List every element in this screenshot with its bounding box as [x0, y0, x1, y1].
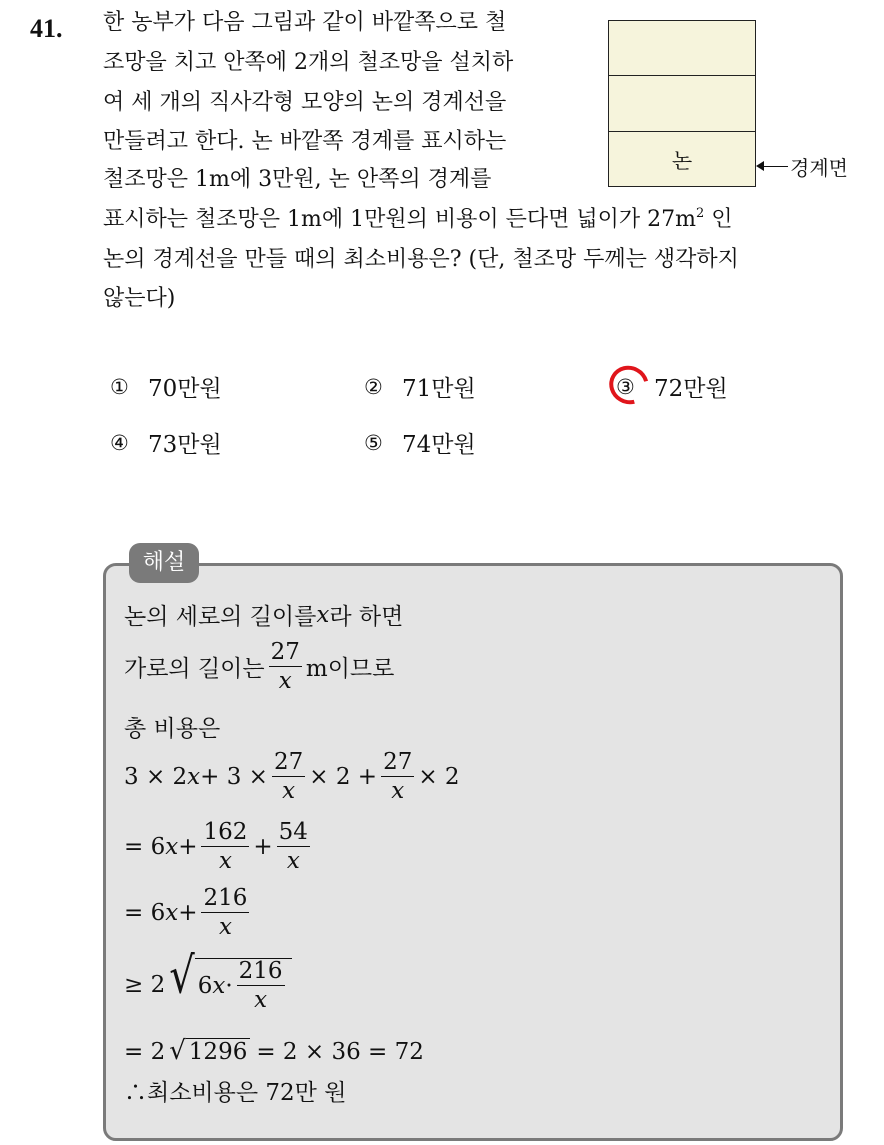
- text: m이므로: [305, 656, 395, 682]
- solution-line-6: [124, 886, 253, 939]
- text: ≥ 2: [124, 972, 166, 998]
- text: = 2: [124, 1038, 166, 1065]
- field-diagram: [608, 20, 756, 187]
- text: = 6: [124, 899, 166, 926]
- fraction: [277, 820, 310, 873]
- choice-text: 71만원: [402, 376, 476, 402]
- numerator: 27: [273, 749, 304, 775]
- text: ·: [225, 972, 233, 999]
- choice-text: 72만원: [654, 376, 728, 402]
- numerator: 54: [278, 819, 308, 845]
- denominator: x: [282, 778, 296, 804]
- numerator: 162: [203, 819, 248, 845]
- variable: x: [165, 833, 179, 860]
- solution-line-4: [124, 750, 460, 803]
- denominator: x: [218, 848, 232, 874]
- answer-circle-mark: [602, 359, 656, 412]
- solution-line-1: [124, 598, 403, 631]
- choice-mark: ③: [616, 374, 635, 399]
- radical-sign: √: [169, 947, 195, 1005]
- text: 3 × 2: [124, 763, 188, 790]
- square-root: [169, 947, 291, 1013]
- solution-tab: 해설: [129, 543, 199, 583]
- text: +: [253, 833, 273, 860]
- choice-5[interactable]: [364, 426, 476, 459]
- question-line: 조망을 치고 안쪽에 2개의 철조망을 설치하: [103, 50, 514, 75]
- field-label: 논: [671, 149, 693, 173]
- variable: x: [165, 899, 179, 926]
- denominator: x: [218, 914, 232, 940]
- question-line: 철조망은 1m에 3만원, 논 안쪽의 경계를: [103, 167, 492, 192]
- fraction: [272, 750, 305, 803]
- question-text: 인: [704, 207, 733, 232]
- question-line: [103, 203, 733, 237]
- denominator: x: [286, 848, 300, 874]
- text: = 6: [124, 833, 166, 860]
- fraction: [381, 750, 414, 803]
- left-arrow-icon: [758, 166, 788, 167]
- text: × 2 +: [309, 763, 378, 790]
- text: = 2 × 36 = 72: [256, 1038, 424, 1065]
- fraction: [201, 886, 249, 939]
- text: 6: [197, 972, 213, 999]
- question-number: 41.: [30, 14, 63, 43]
- numerator: 27: [270, 639, 300, 665]
- text: +: [178, 833, 198, 860]
- choice-mark: ④: [110, 430, 129, 455]
- denominator: x: [254, 987, 268, 1013]
- solution-line-7: [124, 947, 292, 1013]
- question-line: 한 농부가 다음 그림과 같이 바깥쪽으로 철: [103, 10, 507, 35]
- solution-line-8: [124, 1038, 424, 1065]
- fraction: [237, 959, 285, 1012]
- text: + 3 ×: [200, 763, 268, 790]
- question-text: 표시하는 철조망은 1m에 1만원의 비용이 든다면 넓이가 27m: [103, 207, 696, 232]
- radicand: [195, 958, 292, 1012]
- variable: x: [187, 763, 201, 790]
- denominator: x: [278, 668, 292, 694]
- solution-line-3: 총 비용은: [124, 716, 221, 742]
- variable: x: [316, 601, 330, 628]
- denominator: x: [391, 778, 405, 804]
- choice-text: 70만원: [148, 376, 222, 402]
- text: 가로의 길이는: [124, 656, 265, 682]
- choice-text: 74만원: [402, 432, 476, 458]
- text: 라 하면: [329, 604, 404, 630]
- question-line: 여 세 개의 직사각형 모양의 논의 경계선을: [103, 90, 507, 115]
- question-line: 만들려고 한다. 논 바깥쪽 경계를 표시하는: [103, 129, 507, 154]
- question-line: 않는다): [103, 286, 176, 311]
- text: +: [178, 899, 198, 926]
- choice-4[interactable]: [110, 426, 222, 459]
- square-root: [169, 1038, 250, 1065]
- choice-mark: ②: [364, 374, 383, 399]
- fraction: [201, 820, 249, 873]
- numerator: 27: [383, 749, 413, 775]
- choice-1[interactable]: [110, 370, 222, 403]
- choice-2[interactable]: [364, 370, 476, 403]
- text: × 2: [418, 763, 460, 790]
- inner-fence: [609, 75, 755, 76]
- choice-mark: ①: [110, 374, 129, 399]
- inner-fence: [609, 131, 755, 132]
- radical-sign: √: [169, 1036, 186, 1066]
- boundary-annotation: [758, 152, 848, 181]
- choice-mark: ⑤: [364, 430, 383, 455]
- numerator: 216: [203, 885, 248, 911]
- choice-text: 73만원: [148, 432, 222, 458]
- question-line: 논의 경계선을 만들 때의 최소비용은? (단, 철조망 두께는 생각하지: [103, 247, 739, 272]
- text: 논의 세로의 길이를: [124, 604, 317, 630]
- solution-line-9: ∴최소비용은 72만 원: [124, 1080, 347, 1106]
- radicand: 1296: [186, 1038, 251, 1065]
- superscript: 2: [695, 206, 705, 221]
- numerator: 216: [238, 958, 283, 984]
- boundary-label: 경계면: [790, 156, 848, 180]
- solution-line-2: [124, 640, 394, 693]
- fraction: [269, 640, 302, 693]
- variable: x: [212, 972, 226, 999]
- solution-line-5: [124, 820, 314, 873]
